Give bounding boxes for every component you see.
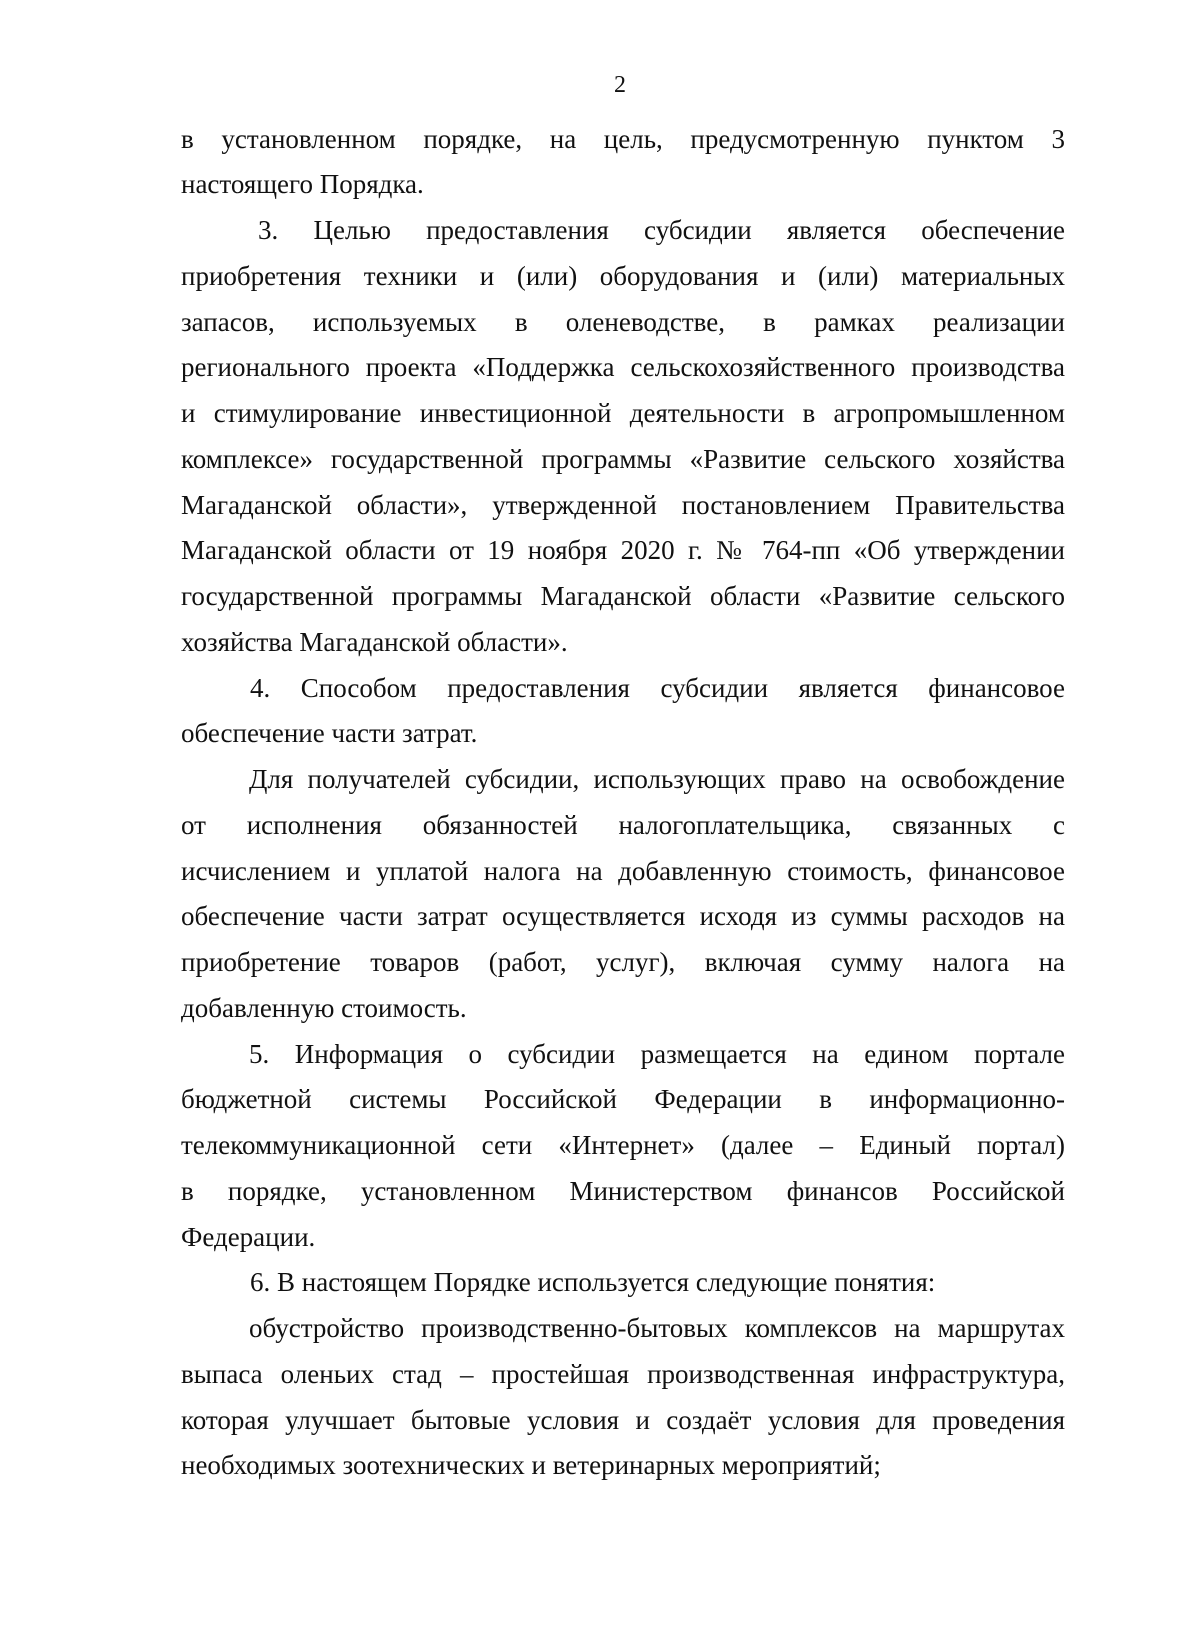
text-line: запасов, используемых в оленеводстве, в рамках реализации [181,307,1065,337]
text-line: от исполнения обязанностей налогоплательщика, связанных с [181,810,1065,840]
text-line: 6. В настоящем Порядке используется следующие понятия: [250,1267,936,1297]
text-line: добавленную стоимость. [181,993,467,1023]
text-line: выпаса оленьих стад – простейшая производственная инфраструктура, [181,1359,1065,1389]
text-line: Федерации. [181,1222,316,1252]
text-line: обеспечение части затрат. [181,718,478,748]
text-line: государственной программы Магаданской области «Развитие сельского [181,581,1065,611]
text-line: 3. Целью предоставления субсидии является обеспечение [258,215,1065,245]
text-line: и стимулирование инвестиционной деятельности в агропромышленном [181,398,1065,428]
text-line: приобретения техники и (или) оборудования и (или) материальных [181,261,1065,291]
text-line: хозяйства Магаданской области». [181,627,568,657]
text-line: необходимых зоотехнических и ветеринарных мероприятий; [181,1450,881,1480]
text-line: обеспечение части затрат осуществляется исходя из суммы расходов на [181,901,1065,931]
text-line: 4. Способом предоставления субсидии является финансовое [250,673,1065,703]
text-line: приобретение товаров (работ, услуг), включая сумму налога на [181,947,1065,977]
text-line: Магаданской области от 19 ноября 2020 г. № 764-пп «Об утверждении [181,535,1065,565]
text-line: которая улучшает бытовые условия и создаёт условия для проведения [181,1405,1065,1435]
text-line: комплексе» государственной программы «Развитие сельского хозяйства [181,444,1065,474]
text-line: телекоммуникационной сети «Интернет» (далее – Единый портал) [181,1130,1065,1160]
text-line: исчислением и уплатой налога на добавленную стоимость, финансовое [181,856,1065,886]
text-line: Для получателей субсидии, использующих право на освобождение [249,764,1065,794]
text-line: в установленном порядке, на цель, предусмотренную пунктом 3 [181,124,1065,154]
text-line: обустройство производственно-бытовых комплексов на маршрутах [249,1313,1065,1343]
text-line: настоящего Порядка. [181,169,424,199]
text-line: в порядке, установленном Министерством финансов Российской [181,1176,1065,1206]
text-line: регионального проекта «Поддержка сельскохозяйственного производства [181,352,1065,382]
text-line: Магаданской области», утвержденной постановлением Правительства [181,490,1065,520]
text-line: 5. Информация о субсидии размещается на едином портале [249,1039,1065,1069]
page-number: 2 [614,72,626,98]
text-line: бюджетной системы Российской Федерации в информационно- [181,1084,1065,1114]
